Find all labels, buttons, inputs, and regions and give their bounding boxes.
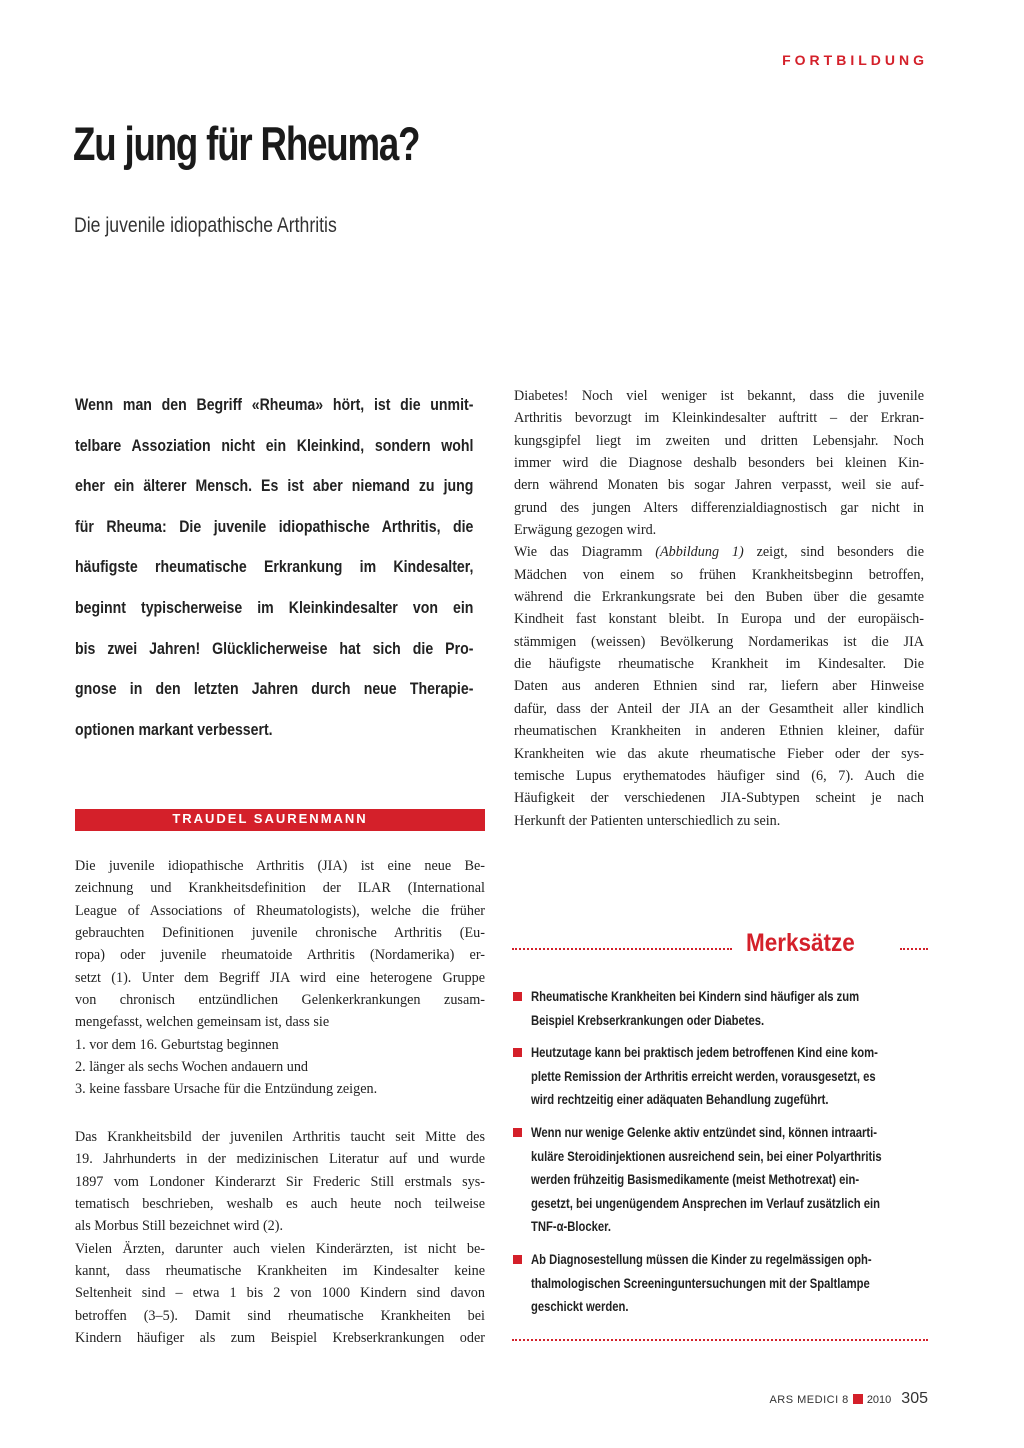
figure-reference: (Abbildung 1) [655,544,744,561]
body-line: betroffen (3–5). Damit sind rheumatische Krankheiten bei [75,1307,485,1324]
body-line: setzt (1). Unter dem Begriff JIA wird eine heterogene Gruppe [75,969,485,986]
merksaetze-title: Merksätze [746,929,855,957]
page-number: 305 [901,1390,928,1407]
body-line: Kindheit fast konstant bleibt. In Europa und der europäisch- [514,611,924,628]
merksatz-item [512,1041,932,1112]
merksatz-line: Wenn nur wenige Gelenke aktiv entzündet sind, können intraarti- [531,1124,878,1140]
merksatz-line: werden frühzeitig Basismedikamente (meist Methotrexat) ein- [531,1172,860,1188]
bullet-square-icon [513,1128,522,1137]
body-line: Arthritis bevorzugt im Kleinkindesalter auftritt – der Erkran- [514,410,924,427]
journal-year: 2010 [866,1394,892,1406]
lead-line: optionen markant verbessert. [75,719,273,739]
merksatz-line: gesetzt, bei ungenügendem Ansprechen im Verlauf zusätzlich ein [531,1195,880,1211]
merksaetze-list [512,985,932,1328]
body-line: tematisch beschrieben, weshalb es auch heute noch teilweise [75,1196,485,1213]
body-line: ropa) oder juvenile rheumatoide Arthritis (Nordamerika) er- [75,947,485,964]
merksatz-line: Ab Diagnosestellung müssen die Kinder zu regelmässigen oph- [531,1251,872,1267]
lead-paragraph [75,385,473,750]
body-line [514,541,924,563]
merksatz-line: wird rechtzeitig einer adäquaten Behandlung zugeführt. [531,1092,829,1108]
list-item: 2. länger als sechs Wochen andauern und [75,1059,309,1076]
body-line: immer wird die Diagnose deshalb besonders bei kleinen Kin- [514,455,924,472]
body-line: Häufigkeit der verschiedenen JIA-Subtypen scheint je nach [514,790,924,807]
merksatz-item [512,985,932,1032]
body-line: Daten aus anderen Ethnien sind rar, liefern aber Hinweise [514,678,924,695]
body-column-left [75,855,485,1101]
merksatz-line: TNF-α-Blocker. [531,1219,612,1235]
body-line: stämmigen (weissen) Bevölkerung Nordamerikas ist die JIA [514,633,924,650]
body-line: Krankheiten wie das akute rheumatische Fieber oder der sys- [514,745,924,762]
bullet-square-icon [513,1048,522,1057]
merksatz-line: thalmologischen Screeninguntersuchungen mit der Spaltlampe [531,1275,870,1291]
lead-line: gnose in den letzten Jahren durch neue Therapie- [75,679,474,699]
body-line: temische Lupus erythematodes häufiger sind (6, 7). Auch die [514,767,924,784]
section-label: FORTBILDUNG [782,52,928,68]
author-bar [75,809,485,831]
journal-name: ARS MEDICI 8 [769,1394,849,1406]
body-line: Vielen Ärzten, darunter auch vielen Kinderärzten, ist nicht be- [75,1240,485,1257]
merksatz-item [512,1121,932,1239]
body-line: zeichnung und Krankheitsdefinition der ILAR (International [75,880,485,897]
body-line: League of Associations of Rheumatologists), welche die früher [75,902,485,919]
body-line: Die juvenile idiopathische Arthritis (JIA) ist eine neue Be- [75,858,485,874]
merksatz-line: plette Remission der Arthritis erreicht werden, vorausgesetzt, es [531,1068,876,1084]
lead-line: telbare Assoziation nicht ein Kleinkind, sondern wohl [75,435,474,455]
merksaetze-rule-right [900,948,928,950]
list-item: 1. vor dem 16. Geburtstag beginnen [75,1036,279,1053]
merksatz-line: Heutzutage kann bei praktisch jedem betroffenen Kind eine kom- [531,1045,878,1061]
body-line: Herkunft der Patienten unterschiedlich zu sein. [514,812,781,829]
body-column-right [514,385,924,832]
bullet-square-icon [513,992,522,1001]
footer-square-icon [853,1394,863,1404]
lead-line: Wenn man den Begriff «Rheuma» hört, ist die unmit- [75,395,474,414]
body-text: Wie das Diagramm [514,544,656,561]
body-line: als Morbus Still bezeichnet wird (2). [75,1218,284,1235]
body-line: gebrauchten Definitionen juvenile chronische Arthritis (Eu- [75,925,485,942]
body-line: rheumatischen Krankheiten in anderen Ethnien kleiner, dafür [514,723,924,740]
body-line: Erwägung gezogen wird. [514,522,657,539]
article-subtitle: Die juvenile idiopathische Arthritis [74,214,337,237]
page-footer [769,1390,928,1408]
body-line: 19. Jahrhunderts in der medizinischen Literatur auf und wurde [75,1151,485,1168]
body-line: Das Krankheitsbild der juvenilen Arthritis taucht seit Mitte des [75,1129,485,1145]
body-line: 1897 vom Londoner Kinderarzt Sir Frederic Still erstmals sys- [75,1173,485,1190]
body-line: mengefasst, welchen gemeinsam ist, dass sie [75,1014,330,1031]
body-line: kannt, dass rheumatische Krankheiten im Kindesalter keine [75,1263,485,1280]
lead-line: häufigste rheumatische Erkrankung im Kindesalter, [75,557,474,577]
lead-line: für Rheuma: Die juvenile idiopathische Arthritis, die [75,516,474,536]
merksatz-line: Rheumatische Krankheiten bei Kindern sind häufiger als zum [531,989,860,1004]
article-title: Zu jung für Rheuma? [73,117,420,170]
body-line: Seltenheit sind – etwa 1 bis 2 von 1000 Kindern sind davon [75,1285,485,1302]
body-column-left-cont [75,1126,485,1349]
merksaetze-rule-left [512,948,732,950]
body-line: die häufigste rheumatische Krankheit im Kindesalter. Die [514,656,924,673]
body-line: grund des jungen Alters differenzialdiagnostisch gar nicht in [514,499,924,516]
body-text: zeigt, sind besonders die [743,544,924,561]
body-line: kungsgipfel liegt im zweiten und dritten Lebensjahr. Noch [514,432,924,449]
list-item: 3. keine fassbare Ursache für die Entzündung zeigen. [75,1081,378,1098]
merksatz-item [512,1248,932,1319]
bullet-square-icon [513,1255,522,1264]
body-line: Kindern häufiger als zum Beispiel Krebserkrankungen oder [75,1330,485,1347]
lead-line: bis zwei Jahren! Glücklicherweise hat sich die Pro- [75,638,474,658]
merksatz-line: kuläre Steroidinjektionen ausreichend sein, bei einer Polyarthritis [531,1148,882,1164]
body-line: dafür, dass der Anteil der JIA an der Gesamtheit aller kindlich [514,700,924,717]
body-line: Diabetes! Noch viel weniger ist bekannt, dass die juvenile [514,388,924,404]
body-line: während die Erkrankungsrate bei den Buben über die gesamte [514,589,924,606]
author-name: TRAUDEL SAURENMANN [172,811,368,826]
body-line: von chronisch entzündlichen Gelenkerkrankungen zusam- [75,992,485,1009]
body-line: Mädchen von einem so frühen Krankheitsbeginn betroffen, [514,566,924,583]
lead-line: beginnt typischerweise im Kleinkindesalter von ein [75,597,474,617]
body-line: dern während Monaten bis sogar Jahren verpasst, weil sie auf- [514,477,924,494]
merksaetze-rule-bottom [512,1339,928,1341]
merksatz-line: geschickt werden. [531,1299,629,1315]
lead-line: eher ein älterer Mensch. Es ist aber niemand zu jung [75,476,474,496]
merksatz-line: Beispiel Krebserkrankungen oder Diabetes. [531,1012,765,1028]
